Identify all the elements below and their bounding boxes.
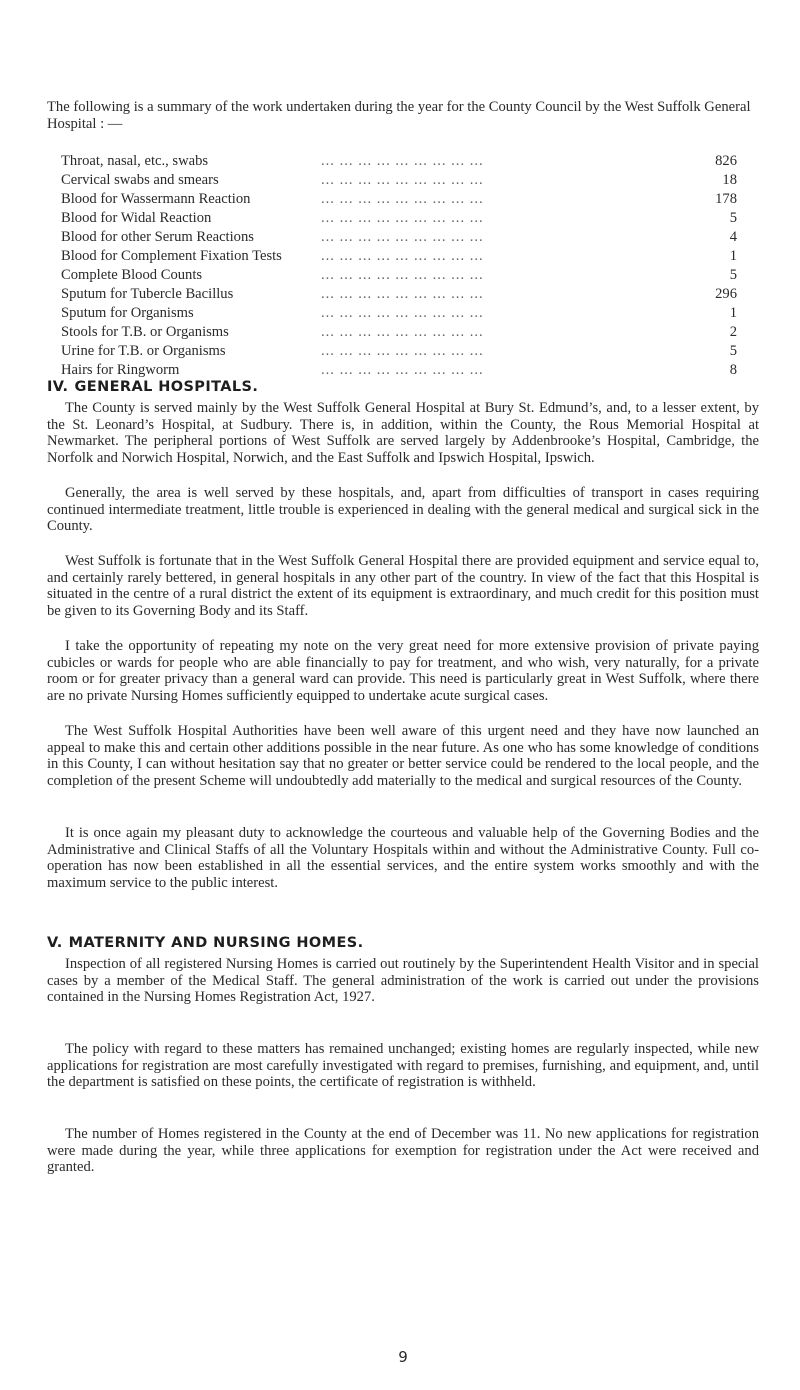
- row-value: 5: [729, 267, 737, 283]
- row-leader: ... ... ... ... ... ... ... ... ...: [321, 248, 484, 264]
- row-leader: ... ... ... ... ... ... ... ... ...: [321, 210, 484, 226]
- row-value: 178: [715, 191, 737, 207]
- paragraph: The number of Homes registered in the County at the end of December was 11. No new applications for registration were made during the year, while three applications for exemption for registration under the Act were received and granted.: [47, 1126, 759, 1176]
- row-leader: ... ... ... ... ... ... ... ... ...: [321, 229, 484, 245]
- table-row: [61, 266, 737, 285]
- page-number: 9: [398, 1348, 408, 1366]
- section-number: V.: [47, 935, 63, 951]
- row-leader: ... ... ... ... ... ... ... ... ...: [321, 362, 484, 378]
- section-heading-general-hospitals: [47, 379, 258, 395]
- row-leader: ... ... ... ... ... ... ... ... ...: [321, 172, 484, 188]
- row-value: 4: [729, 229, 737, 245]
- row-label: Blood for Complement Fixation Tests: [61, 248, 282, 264]
- table-row: [61, 304, 737, 323]
- table-row: [61, 209, 737, 228]
- table-row: [61, 361, 737, 380]
- row-label: Hairs for Ringworm: [61, 362, 180, 378]
- row-leader: ... ... ... ... ... ... ... ... ...: [321, 267, 484, 283]
- section-title: GENERAL HOSPITALS.: [74, 379, 259, 395]
- paragraph: West Suffolk is fortunate that in the West Suffolk General Hospital there are provided equipment and service equal to, and certainly rarely bettered, in general hospitals in any other part of the country. In view of the fact that this Hospital is situated in the centre of a rural district the extent of its equipment is extraordinary, and much credit for this position must be given to its Governing Body and its Staff.: [47, 553, 759, 619]
- table-row: [61, 247, 737, 266]
- table-row: [61, 171, 737, 190]
- work-summary-table: [61, 152, 737, 380]
- row-label: Blood for other Serum Reactions: [61, 229, 254, 245]
- row-label: Complete Blood Counts: [61, 267, 203, 283]
- row-leader: ... ... ... ... ... ... ... ... ...: [321, 343, 484, 359]
- row-value: 18: [722, 172, 737, 188]
- row-leader: ... ... ... ... ... ... ... ... ...: [321, 286, 484, 302]
- row-value: 1: [729, 305, 737, 321]
- row-leader: ... ... ... ... ... ... ... ... ...: [321, 324, 484, 340]
- row-value: 5: [729, 343, 737, 359]
- section-number: IV.: [47, 379, 69, 395]
- row-leader: ... ... ... ... ... ... ... ... ...: [321, 191, 484, 207]
- row-value: 2: [729, 324, 737, 340]
- section-title: MATERNITY AND NURSING HOMES.: [68, 935, 364, 951]
- row-value: 826: [715, 153, 737, 169]
- row-label: Blood for Widal Reaction: [61, 210, 212, 226]
- paragraph: I take the opportunity of repeating my note on the very great need for more extensive provision of private paying cubicles or wards for people who are able financially to pay for treatment, and who wish, very naturally, for a private room or for greater privacy than a general ward can provide. This need is particularly great in West Suffolk, where there are no private Nursing Homes sufficiently equipped to undertake acute surgical cases.: [47, 638, 759, 704]
- paragraph: The County is served mainly by the West Suffolk General Hospital at Bury St. Edmund’s, and, to a lesser extent, by the St. Leonard’s Hospital, at Sudbury. There is, in addition, within the County, the Rous Memorial Hospital at Newmarket. The peripheral portions of West Suffolk are served largely by Addenbrooke’s Hospital, Cambridge, the Norfolk and Norwich Hospital, Norwich, and the East Suffolk and Ipswich Hospital, Ipswich.: [47, 400, 759, 466]
- paragraph: Generally, the area is well served by these hospitals, and, apart from difficulties of transport in cases requiring continued intermediate treatment, little trouble is experienced in dealing with the general medical and surgical sick in the County.: [47, 485, 759, 535]
- paragraph: The West Suffolk Hospital Authorities have been well aware of this urgent need and they have now launched an appeal to make this and certain other additions possible in the near future. As one who has some knowledge of conditions in this County, I can without hesitation say that no greater or better service could be rendered to the local people, and the completion of the present Scheme will undoubtedly add materially to the medical and surgical resources of the County.: [47, 723, 759, 789]
- paragraph: It is once again my pleasant duty to acknowledge the courteous and valuable help of the Governing Bodies and the Administrative and Clinical Staffs of all the Voluntary Hospitals within and without the Administrative County. Full co-operation has now been established in all the essential services, and the entire system works smoothly and with the maximum service to the public interest.: [47, 825, 759, 891]
- row-label: Stools for T.B. or Organisms: [61, 324, 229, 340]
- table-row: [61, 190, 737, 209]
- table-row: [61, 342, 737, 361]
- row-label: Cervical swabs and smears: [61, 172, 219, 188]
- row-value: 8: [729, 362, 737, 378]
- row-leader: ... ... ... ... ... ... ... ... ...: [321, 153, 484, 169]
- row-value: 5: [729, 210, 737, 226]
- table-row: [61, 228, 737, 247]
- row-label: Sputum for Tubercle Bacillus: [61, 286, 234, 302]
- paragraph: The policy with regard to these matters has remained unchanged; existing homes are regularly inspected, while new applications for registration are most carefully investigated with regard to premises, furnishing, and equipment, and, until the department is satisfied on these points, the certificate of registration is withheld.: [47, 1041, 759, 1091]
- row-value: 296: [715, 286, 737, 302]
- row-leader: ... ... ... ... ... ... ... ... ...: [321, 305, 484, 321]
- table-row: [61, 152, 737, 171]
- section-heading-maternity-nursing-homes: [47, 935, 364, 951]
- row-value: 1: [729, 248, 737, 264]
- row-label: Throat, nasal, etc., swabs: [61, 153, 209, 169]
- row-label: Urine for T.B. or Organisms: [61, 343, 226, 359]
- paragraph: Inspection of all registered Nursing Homes is carried out routinely by the Superintendent Health Visitor and in special cases by a member of the Medical Staff. The general administration of the work is carried out under the provisions contained in the Nursing Homes Registration Act, 1927.: [47, 956, 759, 1006]
- row-label: Blood for Wassermann Reaction: [61, 191, 251, 207]
- table-row: [61, 323, 737, 342]
- row-label: Sputum for Organisms: [61, 305, 194, 321]
- table-row: [61, 285, 737, 304]
- intro-text: The following is a summary of the work undertaken during the year for the County Council by the West Suffolk General Hospital : —: [47, 99, 751, 132]
